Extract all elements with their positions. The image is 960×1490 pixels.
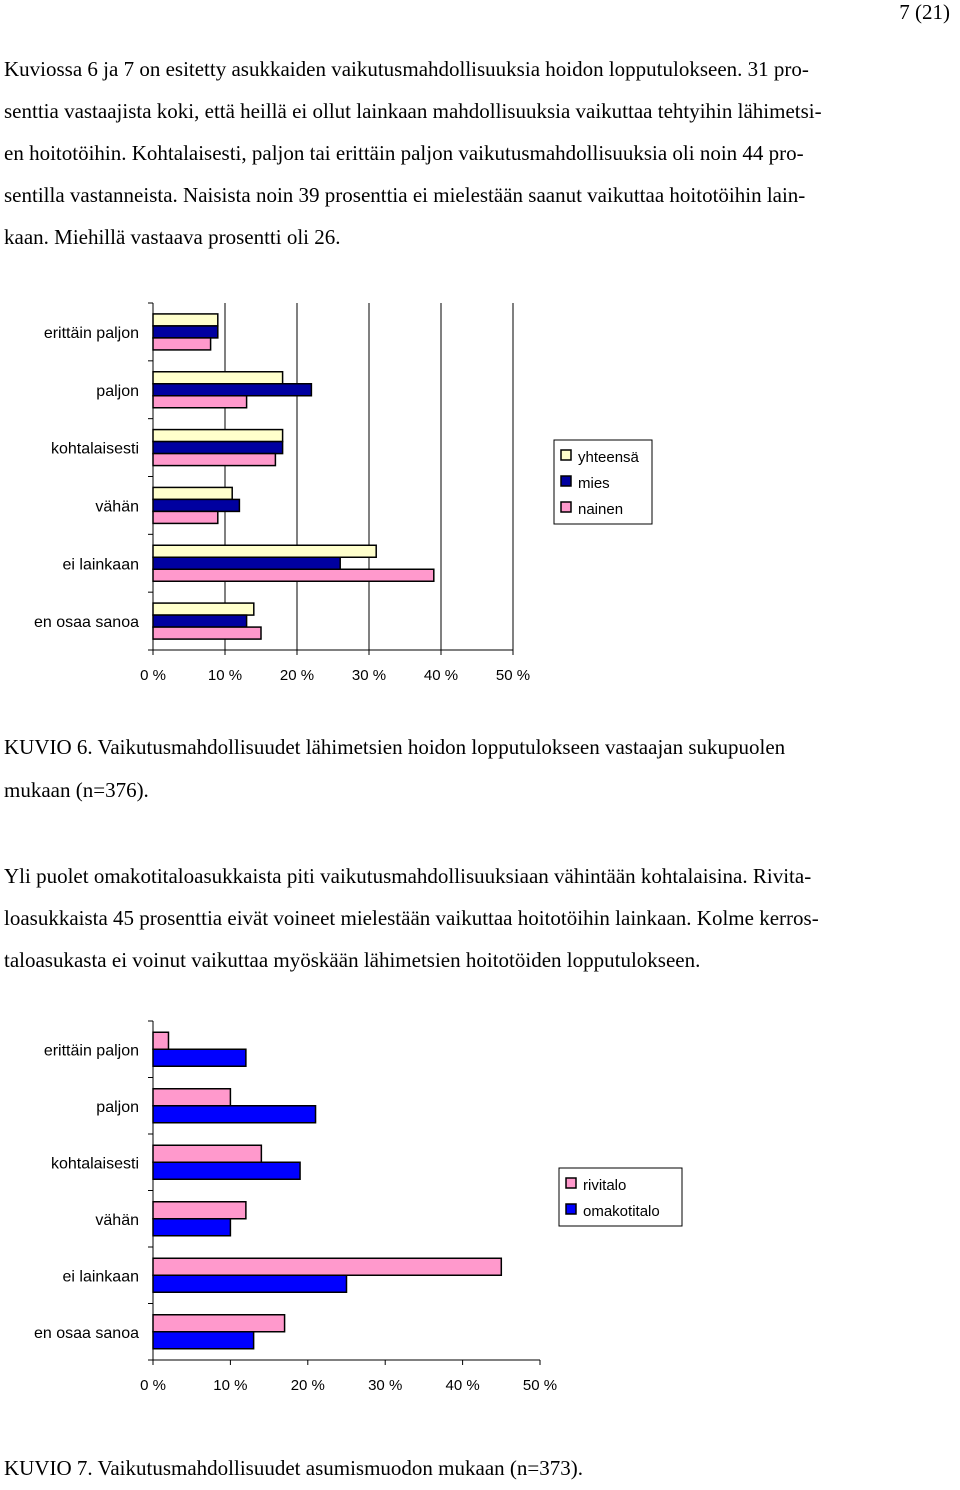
legend-label: rivitalo xyxy=(583,1177,627,1194)
paragraph-line: senttia vastaajista koki, että heillä ei ollut lainkaan mahdollisuuksia vaikuttaa tehtyihin lähimetsi- xyxy=(4,99,822,123)
bar xyxy=(153,603,254,615)
page-number: 7 (21) xyxy=(899,0,950,24)
bar xyxy=(153,1315,285,1332)
category-label: en osaa sanoa xyxy=(34,1324,139,1342)
legend-swatch xyxy=(561,502,571,512)
legend-swatch xyxy=(566,1204,576,1214)
bar xyxy=(153,1032,168,1049)
bar xyxy=(153,1089,230,1106)
bar xyxy=(153,430,283,442)
paragraph-line: Yli puolet omakotitaloasukkaista piti vaikutusmahdollisuuksiaan vähintään kohtalaisina. Rivita- xyxy=(4,864,812,888)
category-label: vähän xyxy=(95,498,139,516)
bar xyxy=(153,615,247,627)
caption-figure-7 xyxy=(4,1447,952,1490)
legend-label: omakotitalo xyxy=(583,1203,660,1220)
bar xyxy=(153,1106,316,1123)
caption-line: KUVIO 6. Vaikutusmahdollisuudet lähimetsien hoidon lopputulokseen vastaajan sukupuolen xyxy=(4,735,786,759)
legend-label: mies xyxy=(578,475,610,492)
category-label: kohtalaisesti xyxy=(50,1155,139,1173)
bar xyxy=(153,627,261,639)
bar xyxy=(153,1049,246,1066)
bar xyxy=(153,487,232,499)
bar xyxy=(153,569,434,581)
bar xyxy=(153,326,218,338)
x-tick-label: 20 % xyxy=(279,667,315,684)
legend-swatch xyxy=(561,450,571,460)
caption-line: KUVIO 7. Vaikutusmahdollisuudet asumismuodon mukaan (n=373). xyxy=(4,1456,583,1480)
paragraph-line: sentilla vastanneista. Naisista noin 39 prosenttia ei mielestään saanut vaikuttaa hoitotöihin lain- xyxy=(4,183,806,207)
category-label: ei lainkaan xyxy=(62,1268,139,1286)
legend-swatch xyxy=(566,1178,576,1188)
bar xyxy=(153,442,283,454)
bar xyxy=(153,384,311,396)
bar xyxy=(153,372,283,384)
x-tick-label: 30 % xyxy=(351,667,387,684)
bar xyxy=(153,1202,246,1219)
bar xyxy=(153,499,239,511)
x-tick-label: 50 % xyxy=(522,1377,558,1394)
paragraph-line: loasukkaista 45 prosenttia eivät voineet mielestään vaikuttaa hoitotöihin lainkaan. Kolme kerros- xyxy=(4,906,819,930)
category-label: en osaa sanoa xyxy=(34,614,139,632)
caption-line: mukaan (n=376). xyxy=(4,778,149,802)
bar xyxy=(153,1145,261,1162)
category-label: paljon xyxy=(96,382,139,400)
paragraph-line: taloasukasta ei voinut vaikuttaa myöskään lähimetsien hoitotöiden lopputulokseen. xyxy=(4,948,701,972)
bar xyxy=(153,1162,300,1179)
paragraph-line: Kuviossa 6 ja 7 on esitetty asukkaiden vaikutusmahdollisuuksia hoidon lopputulokseen. 31 pro- xyxy=(4,57,809,81)
bar xyxy=(153,338,211,350)
x-tick-label: 0 % xyxy=(140,1377,166,1394)
category-label: erittäin paljon xyxy=(43,1042,139,1060)
paragraph-line: kaan. Miehillä vastaava prosentti oli 26. xyxy=(4,225,341,249)
category-label: kohtalaisesti xyxy=(50,440,139,458)
category-label: erittäin paljon xyxy=(43,324,139,342)
legend-swatch xyxy=(561,476,571,486)
bar xyxy=(153,314,218,326)
x-tick-label: 40 % xyxy=(445,1377,480,1394)
paragraph-1 xyxy=(4,48,952,258)
category-label: paljon xyxy=(96,1098,139,1116)
bar xyxy=(153,511,218,523)
x-tick-label: 10 % xyxy=(207,667,243,684)
legend-label: yhteensä xyxy=(578,449,639,466)
bar xyxy=(153,1219,230,1236)
caption-figure-6 xyxy=(4,726,952,812)
bar xyxy=(153,557,340,569)
x-tick-label: 30 % xyxy=(368,1377,403,1394)
x-tick-label: 20 % xyxy=(290,1377,325,1394)
x-tick-label: 40 % xyxy=(423,667,459,684)
bar xyxy=(153,396,247,408)
category-label: vähän xyxy=(95,1211,139,1229)
bar xyxy=(153,454,275,466)
chart-figure-6 xyxy=(0,295,960,695)
chart-figure-7 xyxy=(0,1015,960,1415)
paragraph-2 xyxy=(4,855,952,981)
bar xyxy=(153,1332,254,1349)
x-tick-label: 10 % xyxy=(213,1377,248,1394)
paragraph-line: en hoitotöihin. Kohtalaisesti, paljon tai erittäin paljon vaikutusmahdollisuuksia oli noin 44 pro- xyxy=(4,141,804,165)
x-tick-label: 50 % xyxy=(495,667,531,684)
bar xyxy=(153,1258,501,1275)
bar xyxy=(153,545,376,557)
x-tick-label: 0 % xyxy=(140,667,166,684)
legend-label: nainen xyxy=(578,501,624,518)
bar xyxy=(153,1275,347,1292)
category-label: ei lainkaan xyxy=(62,556,139,574)
